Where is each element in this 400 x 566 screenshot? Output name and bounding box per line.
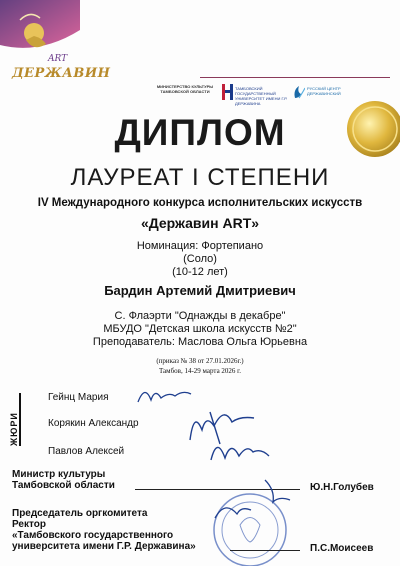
age-category: (10-12 лет): [172, 266, 228, 278]
place-and-date: Тамбов, 14-29 марта 2026 г.: [158, 367, 242, 375]
center-logo-text: РУССКИЙ ЦЕНТР ДЕРЖАВИНСКИЙ: [307, 86, 341, 96]
diploma-title: ДИПЛОМ: [114, 112, 286, 153]
jury-bracket: [19, 393, 21, 446]
school-name: МБУДО "Детская школа искусств №2": [103, 323, 297, 335]
contest-description: IV Международного конкурса исполнительских искусств: [37, 197, 363, 209]
jury-label: ЖЮРИ: [9, 412, 19, 446]
official-stamp: [195, 470, 305, 566]
chair-signatory-name: П.С.Моисеев: [310, 543, 374, 554]
chair-title-line4: университета имени Г.Р. Державина»: [12, 541, 196, 552]
university-logo-text: ТАМБОВСКИЙ ГОСУДАРСТВЕННЫЙ УНИВЕРСИТЕТ ИМЕНИ Г.Р. ДЕРЖАВИНА: [235, 86, 288, 106]
contest-name: «Державин ART»: [140, 215, 260, 231]
chair-title-line1: Председатель оргкомитета: [12, 508, 148, 519]
order-number: (приказ № 38 от 27.01.2026г.): [156, 357, 244, 365]
university-mark-icon: [222, 84, 233, 100]
chair-title-line3: «Тамбовского государственного: [12, 530, 174, 541]
emblem-name-text: ДЕРЖАВИН: [12, 66, 111, 81]
emblem-art-text: ART: [48, 54, 68, 64]
chair-signature-line: [230, 550, 300, 551]
signature-pavlov: [205, 430, 275, 470]
ministry-logo-text: МИНИСТЕРСТВО КУЛЬТУРЫ ТАМБОВСКОЙ ОБЛАСТИ: [156, 84, 214, 94]
header-divider: [200, 77, 390, 78]
performed-piece: С. Флаэрти "Однажды в декабре": [114, 310, 286, 322]
chair-title-line2: Ректор: [12, 519, 46, 530]
ministry-title-line2: Тамбовской области: [12, 480, 115, 491]
jury-member: Корякин Александр: [48, 418, 139, 429]
ministry-signatory-name: Ю.Н.Голубев: [310, 482, 374, 493]
ministry-title-line1: Министр культуры: [12, 469, 106, 480]
winner-name: Бардин Артемий Дмитриевич: [104, 283, 296, 298]
jury-member: Павлов Алексей: [48, 446, 125, 457]
teacher-name: Преподаватель: Маслова Ольга Юрьевна: [92, 336, 308, 348]
ministry-logo: [150, 84, 220, 94]
laureate-degree: ЛАУРЕАТ I СТЕПЕНИ: [70, 164, 330, 191]
solo-category: (Соло): [183, 253, 217, 265]
center-mark-icon: [293, 84, 305, 100]
jury-member: Гейнц Мария: [48, 392, 109, 403]
nomination: Номинация: Фортепиано: [136, 240, 264, 252]
